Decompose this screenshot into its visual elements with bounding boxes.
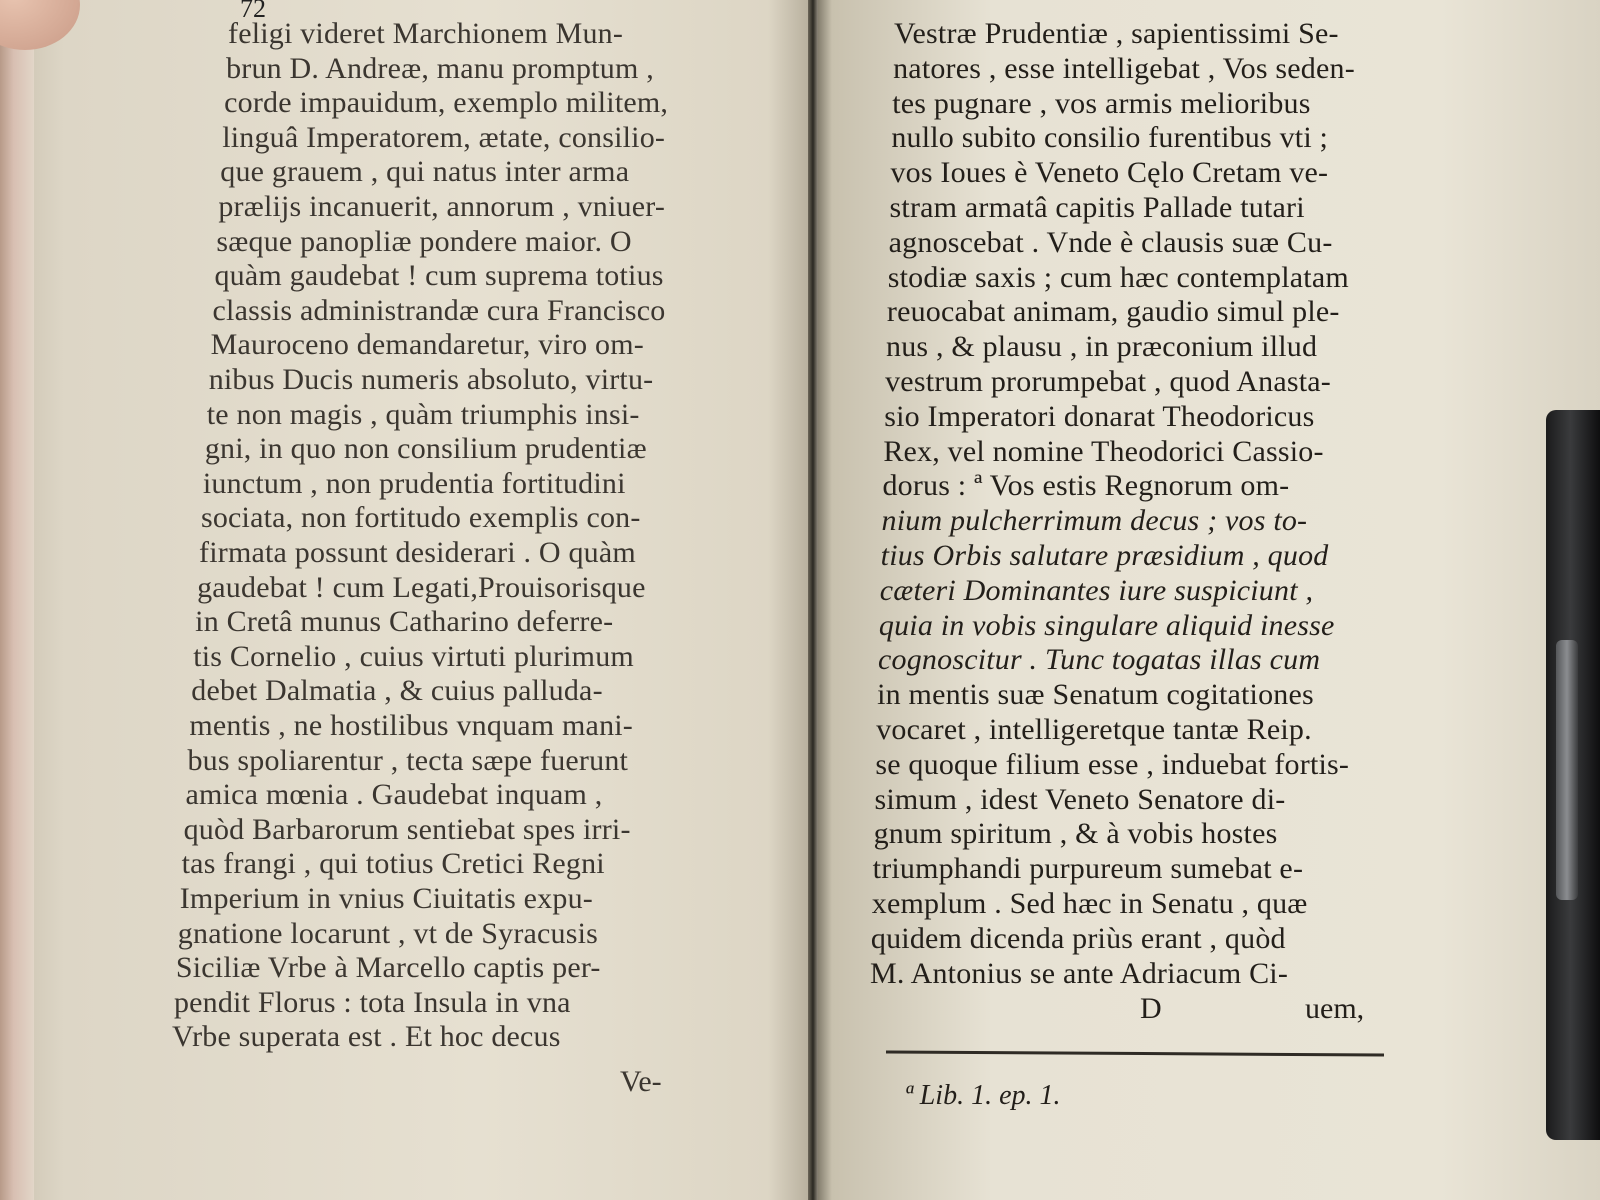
left-catchword: Ve- — [620, 1065, 662, 1098]
text-line: Vrbe superata est . Et hoc decus — [172, 1020, 561, 1054]
text-line: feligi videret Marchionem Mun- — [228, 17, 624, 50]
text-line: xemplum . Sed hæc in Senatu , quæ — [871, 887, 1308, 920]
text-line: triumphandi purpureum sumebat e- — [872, 852, 1304, 886]
text-line: tius Orbis salutare præsidium , quod — [880, 539, 1329, 572]
text-line: Imperium in vnius Ciuitatis expu- — [179, 882, 593, 915]
text-line: amica mœnia . Gaudebat inquam , — [185, 778, 603, 812]
text-line: quia in vobis singulare aliquid inesse — [878, 608, 1335, 642]
text-line: firmata possunt desiderari . O quàm — [199, 536, 636, 569]
text-line: sociata, non fortitudo exemplis con- — [200, 501, 641, 535]
page-edges — [0, 40, 34, 1200]
footnote-rule — [886, 1050, 1384, 1056]
text-line: nibus Ducis numeris absoluto, virtu- — [208, 363, 654, 396]
text-line: cognoscitur . Tunc togatas illas cum — [878, 643, 1321, 677]
thumb — [0, 0, 80, 50]
text-line: M. Antonius se ante Adriacum Ci- — [870, 956, 1289, 990]
text-line: gnum spiritum , & à vobis hostes — [873, 817, 1278, 851]
text-line: in Cretâ munus Catharino deferre- — [195, 605, 614, 639]
text-line: stram armatâ capitis Pallade tutari — [889, 191, 1305, 224]
text-line: quàm gaudebat ! cum suprema totius — [214, 259, 664, 293]
text-line: reuocabat animam, gaudio simul ple- — [886, 295, 1340, 329]
text-line: que grauem , qui natus inter arma — [220, 155, 630, 189]
text-line: linguâ Imperatorem, ætate, consilio- — [222, 120, 666, 154]
text-line: prælijs incanuerit, annorum , vniuer- — [218, 190, 666, 223]
text-line: natores , esse intelligebat , Vos seden- — [893, 51, 1355, 85]
text-line: quidem dicenda priùs erant , quòd — [870, 921, 1286, 955]
text-line: te non magis , quàm triumphis insi- — [206, 397, 640, 431]
text-line: bus spoliarentur , tecta sæpe fuerunt — [187, 743, 629, 777]
text-line: cæteri Dominantes iure suspiciunt , — [879, 573, 1314, 607]
text-line: tes pugnare , vos armis melioribus — [892, 86, 1311, 120]
text-line: debet Dalmatia , & cuius palluda- — [191, 674, 603, 708]
text-line: simum , idest Veneto Senatore di- — [874, 782, 1286, 816]
text-line: sio Imperatori donarat Theodoricus — [884, 399, 1315, 433]
text-line: dorus : ª Vos estis Regnorum om- — [882, 469, 1290, 503]
page-number: 72 — [240, 0, 266, 23]
text-line: brun D. Andreæ, manu promptum , — [226, 51, 654, 85]
text-line: corde impauidum, exemplo militem, — [224, 86, 669, 120]
text-line: iunctum , non prudentia fortitudini — [202, 466, 626, 500]
text-line: sæque panopliæ pondere maior. O — [216, 224, 632, 258]
text-line: in mentis suæ Senatum cogitationes — [877, 678, 1314, 712]
text-line: agnoscebat . Vnde è clausis suæ Cu- — [888, 225, 1333, 259]
text-line: pendit Florus : tota Insula in vna — [173, 985, 571, 1019]
text-line: Vestræ Prudentiæ , sapientissimi Se- — [894, 17, 1339, 50]
text-line: Siciliæ Vrbe à Marcello captis per- — [175, 951, 601, 985]
text-line: tas frangi , qui totius Cretici Regni — [181, 847, 605, 881]
text-line: vestrum prorumpebat , quod Anasta- — [885, 365, 1331, 398]
text-line: quòd Barbarorum sentiebat spes irri- — [183, 812, 631, 846]
text-line: Rex, vel nomine Theodorici Cassio- — [883, 434, 1324, 468]
text-line: vocaret , intelligeretque tantæ Reip. — [876, 713, 1312, 746]
text-line: nus , & plausu , in præconium illud — [886, 330, 1318, 364]
text-line: tis Cornelio , cuius virtuti plurimum — [193, 639, 634, 673]
right-catchword: uem, — [1305, 992, 1365, 1025]
text-line: stodiæ saxis ; cum hæc contemplatam — [887, 260, 1349, 294]
dark-object-right — [1546, 410, 1600, 1140]
text-line: gni, in quo non consilium prudentiæ — [204, 432, 647, 466]
footnote: ª Lib. 1. ep. 1. — [905, 1080, 1061, 1111]
text-line: nium pulcherrimum decus ; vos to- — [881, 504, 1308, 538]
text-line: classis administrandæ cura Francisco — [212, 293, 666, 327]
text-line: se quoque filium esse , induebat fortis- — [875, 747, 1350, 781]
book-gutter — [808, 0, 818, 1200]
text-line: Mauroceno demandaretur, viro om- — [210, 328, 644, 362]
text-line: mentis , ne hostilibus vnquam mani- — [189, 709, 634, 742]
text-line: nullo subito consilio furentibus vti ; — [891, 121, 1329, 155]
text-line: gaudebat ! cum Legati,Prouisorisque — [197, 570, 646, 604]
text-line: gnatione locarunt , vt de Syracusis — [177, 916, 599, 950]
signature-mark: D — [1140, 992, 1162, 1025]
text-line: vos Ioues è Veneto Cęlo Cretam ve- — [890, 156, 1329, 190]
